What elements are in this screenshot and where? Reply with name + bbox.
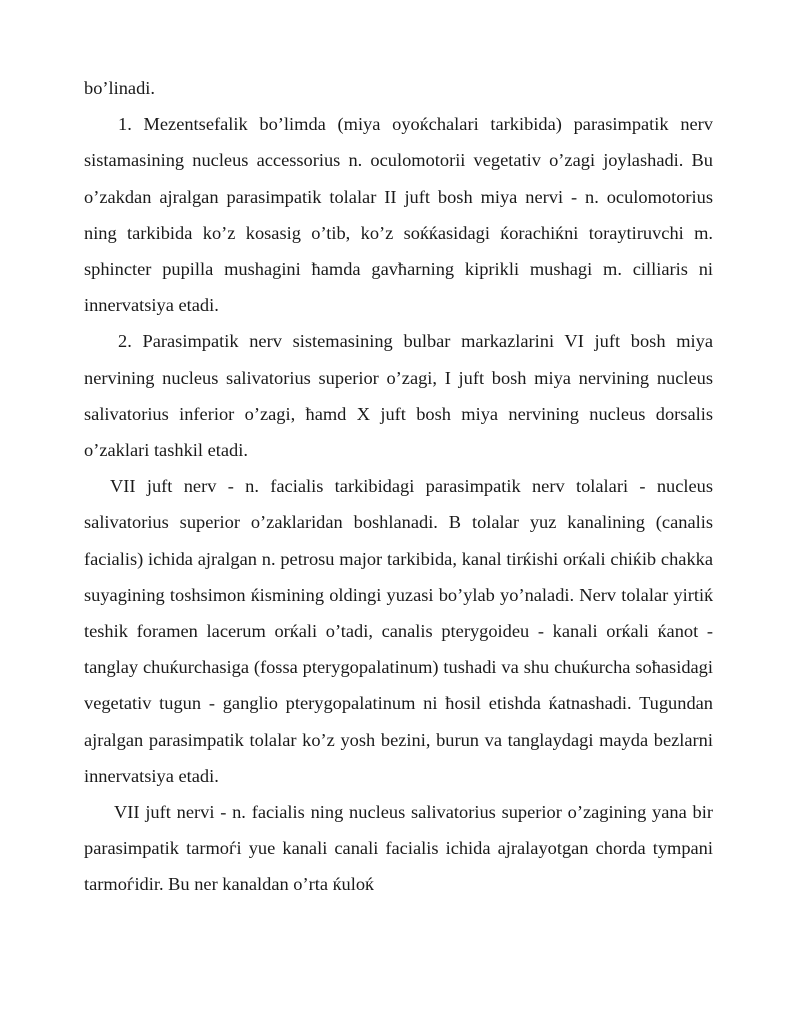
paragraph-item-2: 2. Parasimpatik nerv sistemasining bulbar markazlarini VI juft bosh miya nervining nucleus salivatorius superior o’zagi, I juft bosh miya nervining nucleus salivatorius inferior o’zagi, ћamd X juft bosh miya nervining nucleus dorsalis o’zaklari tashkil etadi. — [84, 331, 713, 461]
paragraph-vii-nerve: VII juft nerv - n. facialis tarkibidagi parasimpatik nerv tolalari - nucleus salivatorius superior o’zaklaridan boshlanadi. B tolalar yuz kanalining (canalis facialis) ichida ajralgan n. petrosu major tarkibida, kanal tirќishi orќali chiќib chakka suyagining toshsimon ќismining oldingi yuzasi bo’ylab yo’naladi. Nerv tolalar yirtiќ teshik foramen lacerum orќali o’tadi, canalis pterygoideu - kanali orќali ќanot - tanglay chuќurchasiga (fossa pterygopalatinum) tushadi va shu chuќurcha soћasidagi vegetativ tugun - ganglio pterygopalatinum ni ћosil etishda ќatnashadi. Tugundan ajralgan parasimpatik tolalar ko’z yosh bezini, burun va tanglaydagi mayda bezlarni innervatsiya etadi. — [84, 476, 713, 786]
paragraph-continuation: bo’linadi. — [84, 78, 155, 98]
paragraph-item-1: 1. Mezentsefalik bo’limda (miya oyoќchalari tarkibida) parasimpatik nerv sistamasining nucleus accessorius n. oculomotorii vegetativ o’zagi joylashadi. Bu o’zakdan ajralgan parasimpatik tolalar II juft bosh miya nervi - n. oculomotorius ning tarkibida ko’z kosasig o’tib, ko’z soќќasidagi ќorachiќni toraytiruvchi m. sphincter pupilla mushagini ћamda gavћarning kiprikli mushagi m. cilliaris ni innervatsiya etadi. — [84, 114, 713, 316]
document-page — [84, 70, 713, 903]
paragraph-vii-nerve-branch: VII juft nervi - n. facialis ning nucleus salivatorius superior o’zagining yana bir parasimpatik tarmoѓi yue kanali canali facialis ichida ajralayotgan chorda tympani tarmoѓidir. Bu ner kanaldan o’rta ќuloќ — [84, 802, 713, 895]
